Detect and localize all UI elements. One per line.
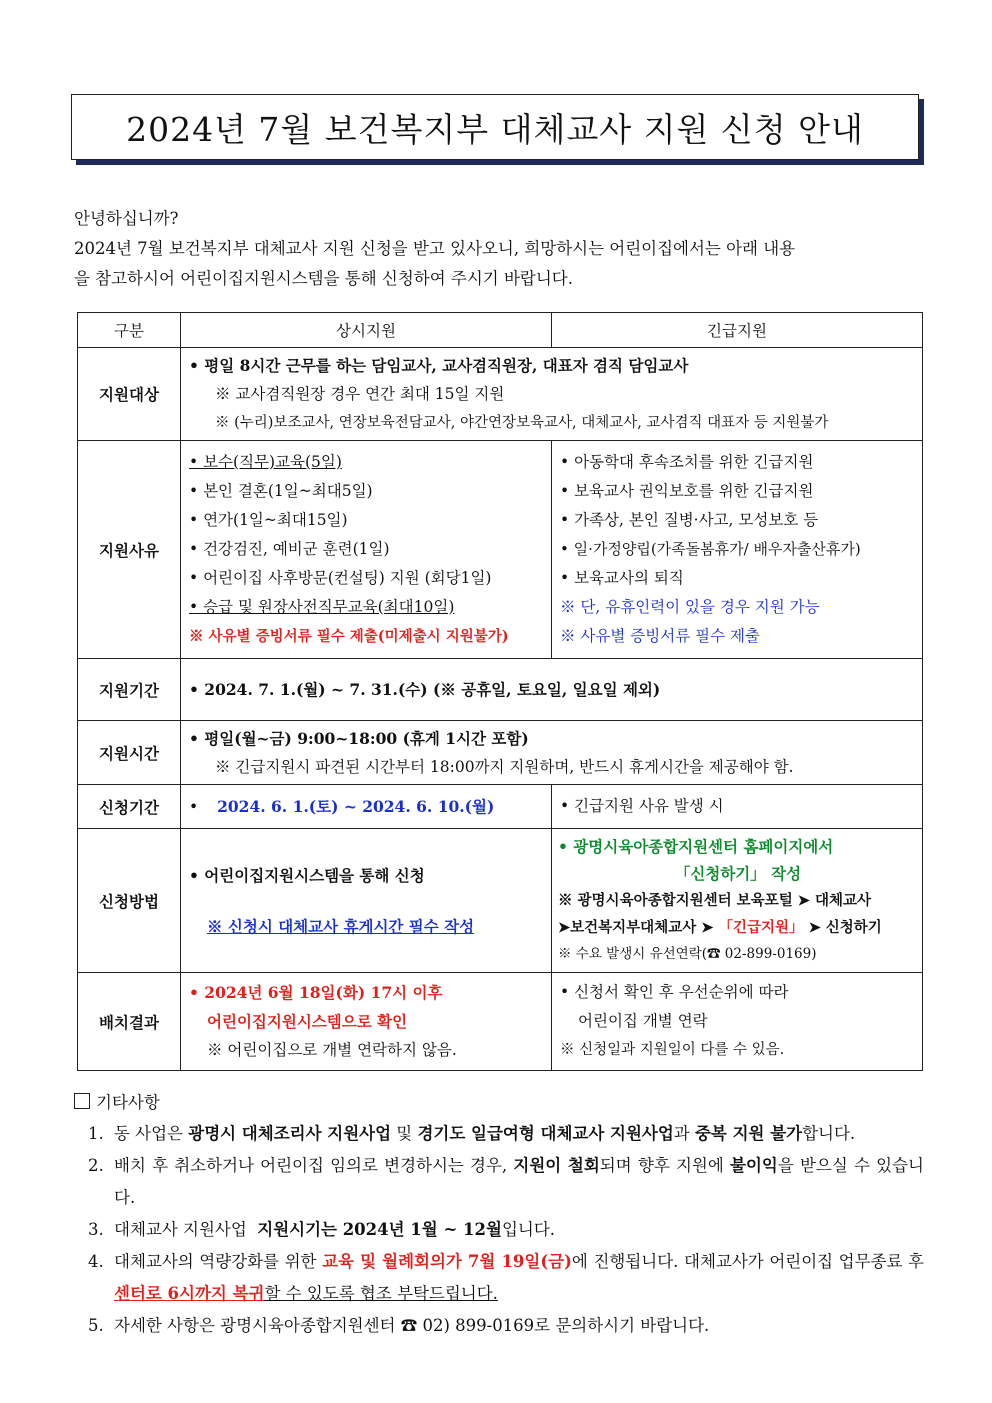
item-emphasis: 광명시 대체조리사 지원사업 [188,1124,392,1143]
reason-emergency-cell [552,441,923,659]
reason-emergency-note-2: ※ 사유별 증빙서류 필수 제출 [560,627,760,645]
target-line-1: • 평일 8시간 근무를 하는 담임교사, 교사겸직원장, 대표자 겸직 담임교사 [189,355,689,375]
list-item [74,1118,924,1150]
item-number: 4. [88,1252,104,1271]
item-text: 할 수 있도록 협조 부탁드립니다. [264,1284,498,1303]
label-target: 지원대상 [78,348,181,441]
item-emphasis: 센터로 6시까지 복귀 [114,1284,265,1303]
item-text: 입니다. [501,1220,555,1239]
apply-period-regular: 2024. 6. 1.(토) ~ 2024. 6. 10.(월) [217,797,495,816]
time-line-2: ※ 긴급지원시 파견된 시간부터 18:00까지 지원하며, 반드시 휴게시간을 제공해야 함. [215,757,794,776]
apply-period-regular-cell [181,785,552,829]
intro [74,204,924,294]
table-header-row [78,313,923,348]
item-text: 동 사업은 [114,1124,189,1143]
result-regular-line-1: • 2024년 6월 18일(화) 17시 이후 [189,983,443,1002]
item-text: 과 [673,1124,695,1143]
etc-heading [74,1088,924,1118]
target-cell [181,348,923,441]
result-emergency-cell [552,973,923,1071]
list-item [74,1214,924,1246]
label-apply-period: 신청기간 [78,785,181,829]
reason-regular-item: • 건강검진, 예비군 훈련(1일) [189,540,390,558]
method-emergency-line-1: • 광명시육아종합지원센터 홈페이지에서 [558,837,834,856]
reason-emergency-note-1: ※ 단, 유휴인력이 있을 경우 지원 가능 [560,598,820,616]
header-regular: 상시지원 [181,313,552,348]
label-result: 배치결과 [78,973,181,1071]
list-item [74,1246,924,1310]
period-text: • 2024. 7. 1.(월) ~ 7. 31.(수) (※ 공휴일, 토요일, 일요일 제외) [189,680,661,699]
item-emphasis: 교육 및 월례회의가 7월 19일(금) [322,1252,572,1271]
path-part-3: ➤ 신청하기 [808,919,882,936]
header-category: 구분 [78,313,181,348]
reason-regular-cell [181,441,552,659]
reason-regular-note: ※ 사유별 증빙서류 필수 제출(미제출시 지원불가) [189,628,509,645]
item-emphasis: 지원시기는 2024년 1월 ~ 12월 [257,1220,502,1239]
result-emergency-note: ※ 신청일과 지원일이 다를 수 있음. [560,1042,785,1058]
page-title: 2024년 7월 보건복지부 대체교사 지원 신청 안내 [126,109,864,149]
item-text: 대체교사의 역량강화를 위한 [114,1252,323,1271]
result-regular-cell [181,973,552,1071]
etc-list [74,1118,924,1342]
reason-emergency-item: • 보육교사의 퇴직 [560,569,684,587]
apply-period-bullet: • [189,798,199,816]
reason-emergency-item: • 가족상, 본인 질병·사고, 모성보호 등 [560,511,819,529]
row-time [78,721,923,785]
reason-regular-item: • 어린이집 사후방문(컨설팅) 지원 (회당1일) [189,569,492,587]
reason-regular-item: • 보수(직무)교육(5일) [189,453,342,471]
period-cell [181,659,923,721]
reason-regular-item: • 승급 및 원장사전직무교육(최대10일) [189,598,455,616]
method-emergency-contact: ※ 수요 발생시 유선연락(☎ 02-899-0169) [558,946,817,962]
title-box [71,94,919,160]
item-emphasis: 경기도 일급여형 대체교사 지원사업 [417,1124,674,1143]
item-number: 2. [88,1156,104,1175]
path-part-1: ➤보건복지부대체교사 ➤ [558,919,714,936]
target-line-2: ※ 교사겸직원장 경우 연간 최대 15일 지원 [215,384,505,403]
item-text: 을 받으실 수 있습니다. [114,1156,924,1207]
path-emergency-label: 「긴급지원」 [718,919,804,936]
reason-emergency-item: • 일·가정양립(가족돌봄휴가/ 배우자출산휴가) [560,540,861,558]
row-method [78,829,923,973]
result-regular-line-2: 어린이집지원시스템으로 확인 [207,1012,408,1031]
reason-emergency-item: • 아동학대 후속조치를 위한 긴급지원 [560,453,814,471]
result-emergency-line-2: 어린이집 개별 연락 [578,1012,708,1030]
checkbox-icon [74,1093,90,1109]
item-text: 되며 향후 지원에 [599,1156,731,1175]
item-number: 3. [88,1220,104,1239]
label-period: 지원기간 [78,659,181,721]
item-number: 1. [88,1124,104,1143]
apply-period-emergency: • 긴급지원 사유 발생 시 [560,797,724,815]
greeting: 안녕하십니까? [74,209,179,228]
reason-regular-item: • 연가(1일~최대15일) [189,511,348,529]
item-number: 5. [88,1316,104,1335]
apply-period-emergency-cell [552,785,923,829]
item-emphasis: 중복 지원 불가 [694,1124,803,1143]
item-text: 자세한 사항은 광명시육아종합지원센터 ☎ 02) 899-0169로 문의하시기 바랍니다. [114,1316,710,1335]
target-line-3: ※ (누리)보조교사, 연장보육전담교사, 야간연장보육교사, 대체교사, 교사겸직 대표자 등 지원불가 [215,414,829,431]
item-text: 배치 후 취소하거나 어린이집 임의로 변경하시는 경우, [114,1156,514,1175]
list-item [74,1310,924,1342]
item-text: 에 진행됩니다. 대체교사가 어린이집 업무종료 후 [571,1252,924,1271]
method-emergency-path-2 [558,914,918,941]
item-text: 및 [391,1124,418,1143]
result-emergency-line-1: • 신청서 확인 후 우선순위에 따라 [560,983,789,1001]
method-regular-line: • 어린이집지원시스템을 통해 신청 [189,865,425,885]
method-emergency-line-2: 「신청하기」 작성 [674,864,802,883]
method-regular-cell [181,829,552,973]
item-text: 대체교사 지원사업 [114,1220,258,1239]
row-reason [78,441,923,659]
etc-heading-text: 기타사항 [96,1093,160,1112]
time-cell [181,721,923,785]
intro-line-2: 을 참고하시어 어린이집지원시스템을 통해 신청하여 주시기 바랍니다. [74,269,573,288]
item-emphasis: 지원이 철회 [513,1156,600,1175]
method-regular-note: ※ 신청시 대체교사 휴게시간 필수 작성 [207,916,475,936]
row-result [78,973,923,1071]
support-table [77,312,923,1071]
row-target [78,348,923,441]
label-time: 지원시간 [78,721,181,785]
label-reason: 지원사유 [78,441,181,659]
item-emphasis: 불이익 [730,1156,778,1175]
intro-line-1: 2024년 7월 보건복지부 대체교사 지원 신청을 받고 있사오니, 희망하시는 어린이집에서는 아래 내용 [74,239,796,258]
method-emergency-cell [552,829,923,973]
reason-regular-item: • 본인 결혼(1일~최대5일) [189,482,373,500]
label-method: 신청방법 [78,829,181,973]
time-line-1: • 평일(월~금) 9:00~18:00 (휴게 1시간 포함) [189,728,529,748]
method-emergency-path-1: ※ 광명시육아종합지원센터 보육포털 ➤ 대체교사 [558,892,871,909]
row-apply-period [78,785,923,829]
result-regular-note: ※ 어린이집으로 개별 연락하지 않음. [207,1041,457,1059]
header-emergency: 긴급지원 [552,313,923,348]
etc-section [74,1088,924,1342]
list-item [74,1150,924,1214]
row-period [78,659,923,721]
item-text: 합니다. [802,1124,856,1143]
reason-emergency-item: • 보육교사 권익보호를 위한 긴급지원 [560,482,814,500]
